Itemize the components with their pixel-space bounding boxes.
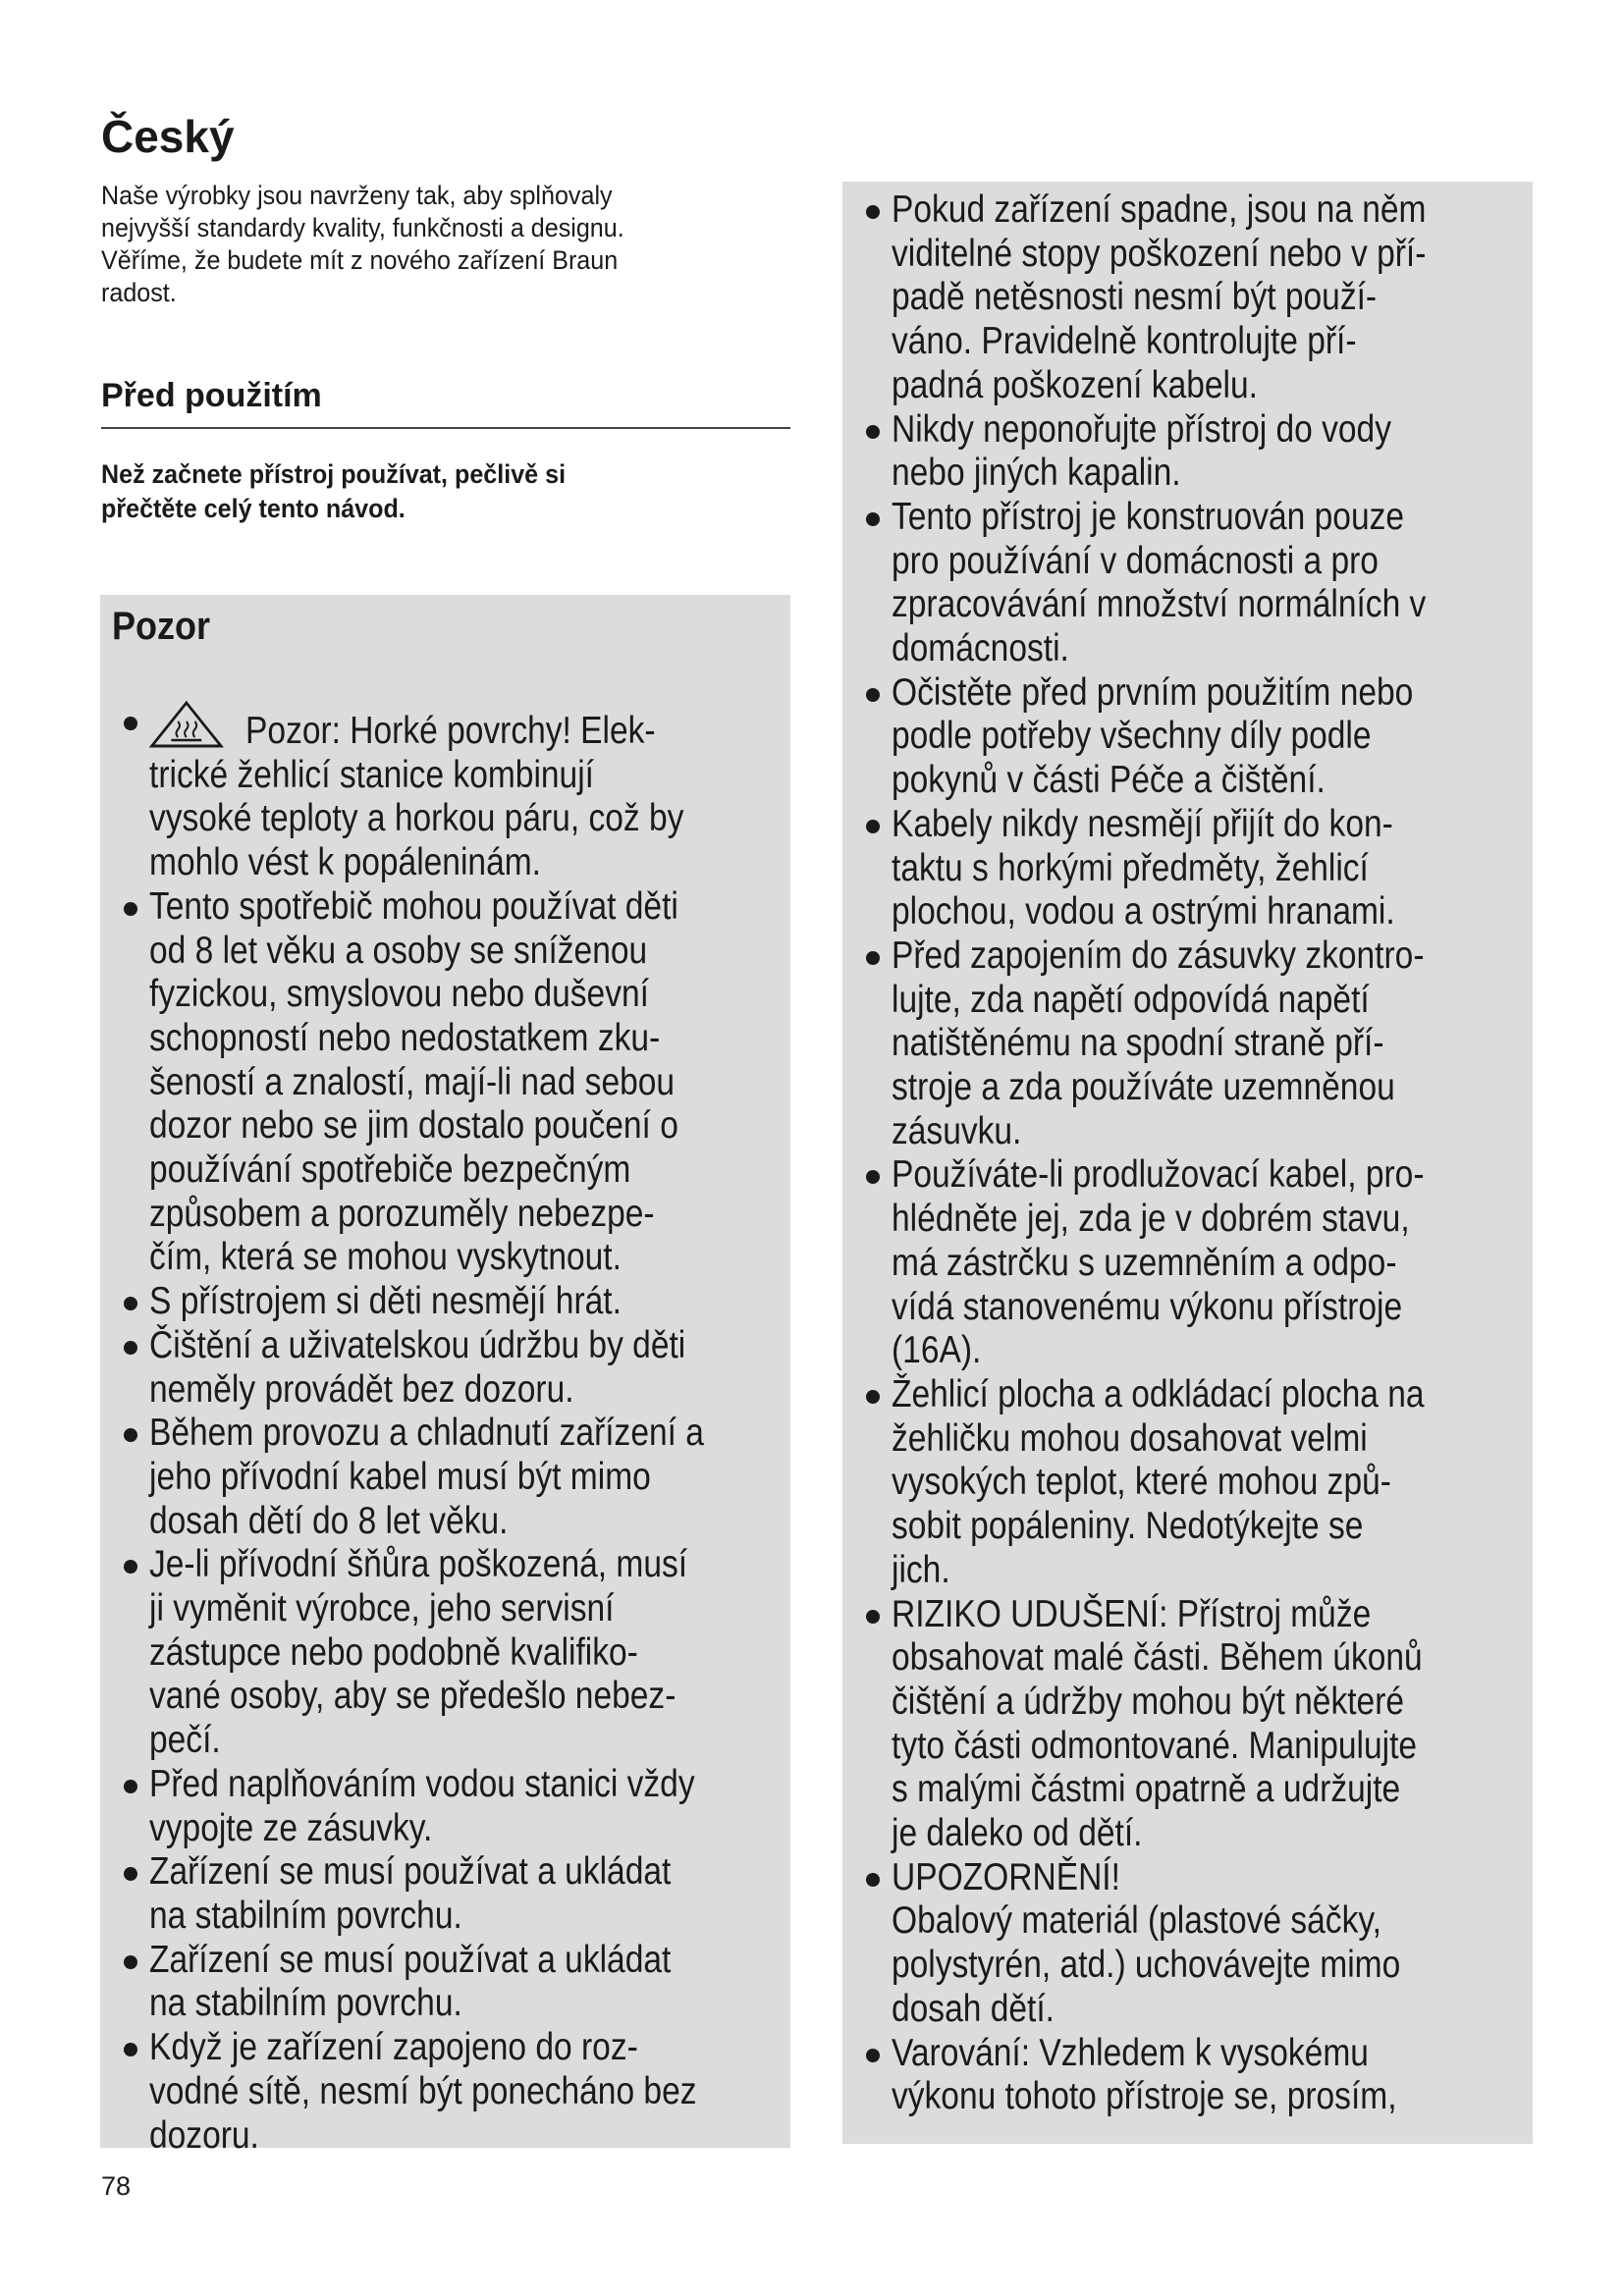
list-item-line: taktu s horkými předměty, žehlicí [892,846,1369,889]
hot-surface-warning-icon [149,700,224,749]
list-item-line: na stabilním povrchu. [149,1894,462,1937]
list-item-line: Je-li přívodní šňůra poškozená, musí [149,1543,688,1586]
bullet-icon [124,717,137,730]
list-item-line: ji vyměnit výrobce, jeho servisní [149,1587,615,1630]
list-item-line: od 8 let věku a osoby se sníženou [149,929,648,972]
list-item [124,885,794,1280]
list-item-line: Během provozu a chladnutí zařízení a [149,1412,704,1455]
list-item-line: Tento přístroj je konstruován pouze [892,495,1405,538]
list-item-line: Před zapojením do zásuvky zkontro- [892,934,1425,977]
list-item-line: jich. [892,1548,950,1591]
list-item [124,2026,794,2158]
list-item [124,1939,794,2026]
bullet-icon [866,1873,880,1887]
warning-box-title: Pozor [112,605,211,648]
list-item [866,1856,1513,2032]
list-item-line: Očistěte před prvním použitím nebo [892,670,1414,714]
bullet-icon [124,2043,137,2056]
list-item-line: podle potřeby všechny díly podle [892,715,1372,758]
list-item-text: Pozor: Horké povrchy! Elek- [245,710,656,752]
section-divider [101,427,790,429]
list-item [866,1373,1513,1593]
bullet-icon [124,1297,137,1310]
intro-paragraph [101,180,664,309]
list-item-line: vysokých teplot, které mohou způ- [892,1461,1391,1504]
list-item-line: Zařízení se musí používat a ukládat [149,1938,672,1981]
list-item-line: dosah dětí. [892,1987,1055,2030]
list-item-line: s malými částmi opatrně a udržujte [892,1768,1401,1811]
list-item-line: žehličku mohou dosahovat velmi [892,1416,1368,1460]
section-heading: Před použitím [101,377,322,414]
list-item [124,1763,794,1850]
list-item-line: pečí. [149,1719,221,1762]
list-item-line: zpracovávání množství normálních v [892,583,1427,626]
bullet-icon [124,1955,137,1969]
list-item-line: fyzickou, smyslovou nebo duševní [149,973,649,1016]
list-item [866,408,1513,496]
read-instructions-note [101,457,601,526]
list-item-line: Když je zařízení zapojeno do roz- [149,2026,638,2069]
list-item-line: plochou, vodou a ostrými hranami. [892,890,1395,934]
list-item-line: zástupce nebo podobně kvalifiko- [149,1630,638,1674]
bullet-icon [866,425,880,439]
list-item-line: lujte, zda napětí odpovídá napětí [892,978,1370,1021]
bullet-icon [866,688,880,702]
list-item-line: způsobem a porozuměly nebezpe- [149,1192,655,1235]
list-item [124,700,794,885]
list-item-line: má zástrčku s uzemněním a odpo- [892,1241,1397,1284]
list-item-line: Zařízení se musí používat a ukládat [149,1850,672,1894]
list-item-line: čím, která se mohou vyskytnout. [149,1236,622,1279]
list-item-line: neměly provádět bez dozoru. [149,1367,574,1411]
bullet-icon [866,1610,880,1624]
list-item-line [149,700,704,754]
list-item-line: polystyrén, atd.) uchovávejte mimo [892,1944,1401,1987]
list-item-line: Nikdy neponořujte přístroj do vody [892,407,1391,451]
list-item [124,1324,794,1412]
note-line: přečtěte celý tento návod. [101,494,406,523]
intro-line: nejvyšší standardy kvality, funkčnosti a designu. [101,213,624,242]
bullet-icon [866,512,880,526]
list-item-line: Kabely nikdy nesmějí přijít do kon- [892,802,1393,845]
bullet-icon [124,1867,137,1881]
list-item-line: šeností a znalostí, mají-li nad sebou [149,1060,676,1103]
bullet-icon [124,1428,137,1442]
list-item-line: viditelné stopy poškození nebo v pří- [892,232,1427,275]
list-item-line: UPOZORNĚNÍ! [892,1855,1120,1898]
page-title: Český [101,111,235,162]
list-item [866,803,1513,934]
list-item-line: Čištění a uživatelskou údržbu by děti [149,1323,686,1366]
list-item-line: natištěnému na spodní straně pří- [892,1022,1384,1065]
list-item-line: padě netěsnosti nesmí být použí- [892,276,1378,319]
list-item-line: používání spotřebiče bezpečným [149,1148,631,1192]
list-item-line: obsahovat malé části. Během úkonů [892,1636,1423,1680]
list-item-line: dosah dětí do 8 let věku. [149,1499,509,1542]
list-item [124,1280,794,1324]
list-item-line: čištění a údržby mohou být některé [892,1680,1405,1723]
bullet-icon [866,2049,880,2062]
list-item-line: mohlo vést k popáleninám. [149,841,541,884]
list-item-line: dozor nebo se jim dostalo poučení o [149,1104,678,1148]
list-item-line: padná poškození kabelu. [892,363,1258,406]
list-item-line: S přístrojem si děti nesmějí hrát. [149,1280,622,1323]
list-item-line: stroje a zda používáte uzemněnou [892,1066,1395,1109]
intro-line: radost. [101,278,177,307]
bullet-icon [866,820,880,833]
list-item-line: tyto části odmontované. Manipulujte [892,1724,1418,1767]
list-item-line: Pokud zařízení spadne, jsou na něm [892,188,1427,231]
list-item-line: zásuvku. [892,1109,1022,1152]
intro-line: Věříme, že budete mít z nového zařízení Braun [101,245,619,275]
list-item-line: (16A). [892,1329,982,1372]
bullet-icon [124,1341,137,1355]
list-item-line: na stabilním povrchu. [149,1982,462,2025]
list-item-line: vané osoby, aby se předešlo nebez- [149,1675,677,1718]
list-item-line: nebo jiných kapalin. [892,452,1181,495]
list-item-line: výkonu tohoto přístroje se, prosím, [892,2075,1397,2118]
list-item [866,2032,1513,2119]
list-item-line: Obalový materiál (plastové sáčky, [892,1899,1381,1943]
list-item-line: Varování: Vzhledem k vysokému [892,2031,1369,2074]
list-item-line: domácnosti. [892,627,1069,670]
list-item-line: jeho přívodní kabel musí být mimo [149,1455,651,1498]
bullet-icon [866,951,880,965]
list-item-line: sobit popáleniny. Nedotýkejte se [892,1505,1364,1548]
list-item-line: Tento spotřebič mohou používat děti [149,884,678,928]
bullet-icon [866,1390,880,1404]
list-item-line: vodné sítě, nesmí být ponecháno bez [149,2069,697,2112]
bullet-icon [124,1780,137,1793]
list-item-line: Žehlicí plocha a odkládací plocha na [892,1372,1425,1415]
list-item [866,1593,1513,1856]
list-item-line: pokynů v části Péče a čištění. [892,759,1326,802]
bullet-icon [866,205,880,219]
list-item-line: Před naplňováním vodou stanici vždy [149,1762,695,1805]
list-item [124,1850,794,1938]
list-item [866,671,1513,803]
list-item-line: hlédněte jej, zda je v dobrém stavu, [892,1198,1410,1241]
list-item-line: váno. Pravidelně kontrolujte pří- [892,320,1357,363]
list-item-line: Používáte-li prodlužovací kabel, pro- [892,1153,1425,1197]
bullet-icon [124,1560,137,1574]
list-item [124,1543,794,1763]
list-item-line: vysoké teploty a horkou páru, což by [149,797,684,840]
list-item-line: vypojte ze zásuvky. [149,1806,433,1849]
list-item-line: vídá stanovenému výkonu přístroje [892,1285,1403,1328]
bullet-icon [124,902,137,916]
list-item-line: je daleko od dětí. [892,1812,1143,1855]
intro-line: Naše výrobky jsou navrženy tak, aby splňovaly [101,181,613,210]
list-item [866,1153,1513,1373]
warning-box-left [100,595,790,2157]
note-line: Než začnete přístroj používat, pečlivě si [101,459,567,489]
list-item-line: RIZIKO UDUŠENÍ: Přístroj může [892,1592,1372,1635]
page-number: 78 [101,2171,132,2201]
bullet-icon [866,1170,880,1184]
warning-box-right [842,182,1533,2144]
list-item-line: schopností nebo nedostatkem zku- [149,1016,661,1059]
safety-list-left [124,700,794,2158]
list-item [866,934,1513,1154]
list-item-line: trické žehlicí stanice kombinují [149,753,594,796]
list-item [124,1412,794,1543]
list-item-line: pro používání v domácnosti a pro [892,539,1379,582]
list-item [866,188,1513,408]
safety-list-right [866,188,1513,2119]
list-item [866,496,1513,671]
list-item-line: dozoru. [149,2113,259,2157]
